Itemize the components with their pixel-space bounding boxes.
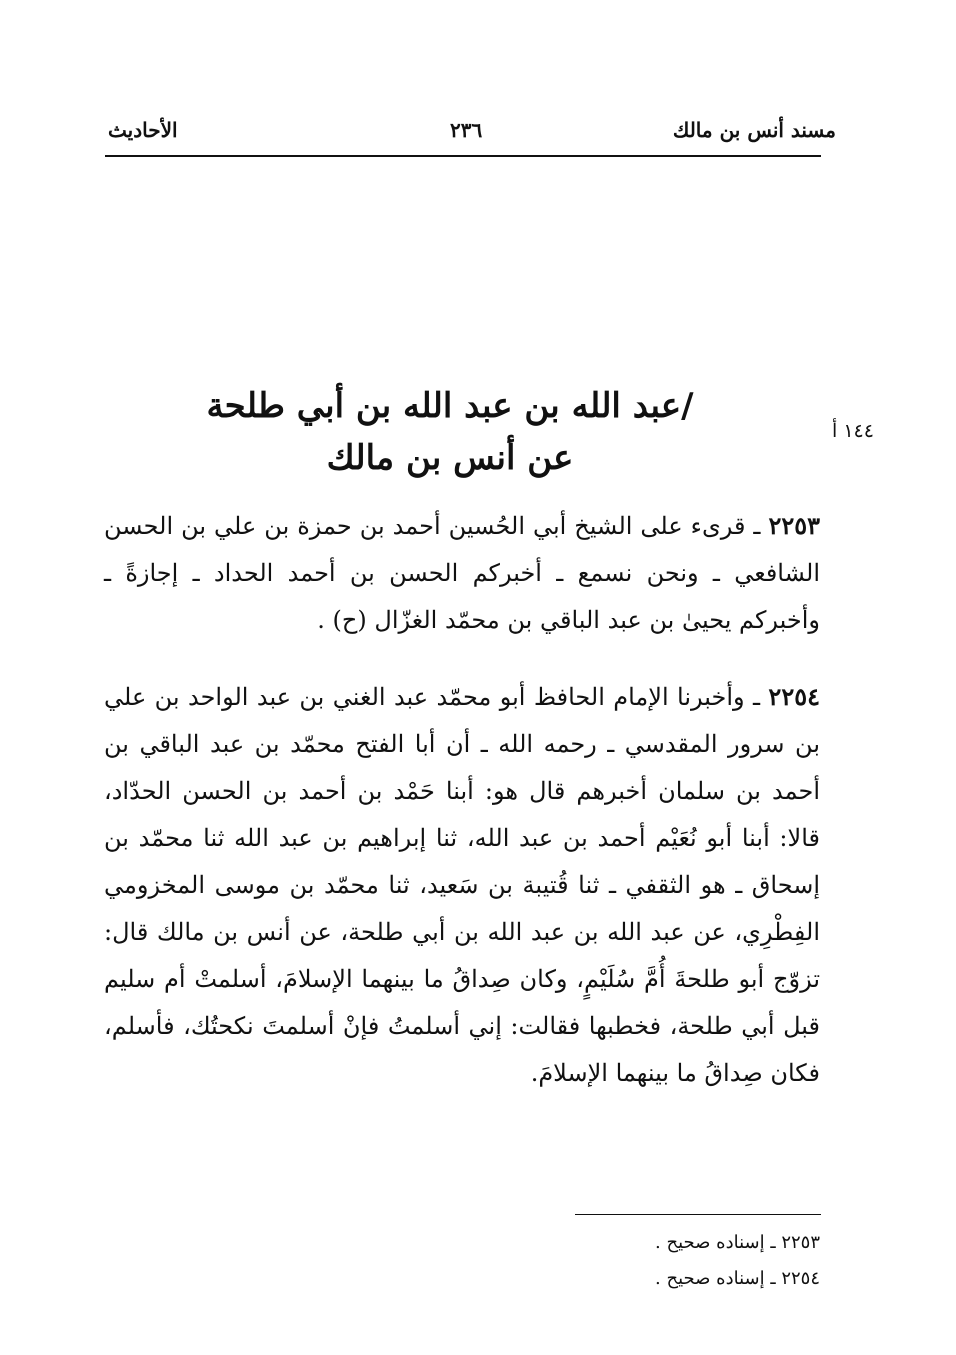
header-rule xyxy=(105,155,821,157)
hadith-paragraph xyxy=(104,673,820,1097)
hadith-text: ـ قرىء على الشيخ أبي الحُسين أحمد بن حمزة بن علي بن الحسن الشافعي ـ ونحن نسمع ـ أخبركم الحسن بن أحمد الحداد ـ إجازةً ـ وأخبركم يحيىٰ بن عبد الباقي بن محمّد الغزّال (ح) . xyxy=(104,512,820,634)
footnote-rule xyxy=(575,1214,821,1215)
hadith-number: ٢٢٥٣ xyxy=(768,511,820,540)
running-header-book-title: مسند أنس بن مالك xyxy=(672,118,836,142)
chapter-title-line-2: عن أنس بن مالك xyxy=(326,438,574,478)
footnote: ٢٢٥٤ ـ إسناده صحيح . xyxy=(655,1268,820,1289)
footnote: ٢٢٥٣ ـ إسناده صحيح . xyxy=(655,1232,820,1253)
manuscript-folio-note: ١٤٤ أ xyxy=(832,420,874,442)
running-header-section: الأحاديث xyxy=(108,118,178,142)
page-number: ٢٣٦ xyxy=(450,118,483,142)
hadith-text: ـ وأخبرنا الإمام الحافظ أبو محمّد عبد الغني بن عبد الواحد بن علي بن سرور المقدسي ـ رحمه الله ـ أن أبا الفتح محمّد بن عبد الباقي بن أحمد بن سلمان أخبرهم قال هو: أبنا حَمْد بن أحمد بن الحسن الحدّاد، قالا: أبنا أبو نُعَيْم أحمد بن عبد الله، ثنا إبراهيم بن عبد الله ثنا محمّد بن إسحاق ـ هو الثقفي ـ ثنا قُتيبة بن سَعيد، ثنا محمّد بن موسى المخزومي الفِطْرِي، عن عبد الله بن عبد الله بن أبي طلحة، عن أنس بن مالك قال: تزوّج أبو طلحةَ أُمَّ سُلَيْمٍ، وكان صِداقُ ما بينهما الإسلامَ، أسلمتْ أم سليم قبل أبي طلحة، فخطبها فقالت: إني أسلمتُ فإنْ أسلمتَ نكحتُك، فأسلم، فكان صِداقُ ما بينهما الإسلامَ. xyxy=(104,683,820,1087)
chapter-title-line-1: /عبد الله بن عبد الله بن أبي طلحة xyxy=(206,386,694,426)
hadith-paragraph xyxy=(104,502,820,644)
hadith-number: ٢٢٥٤ xyxy=(768,682,820,711)
